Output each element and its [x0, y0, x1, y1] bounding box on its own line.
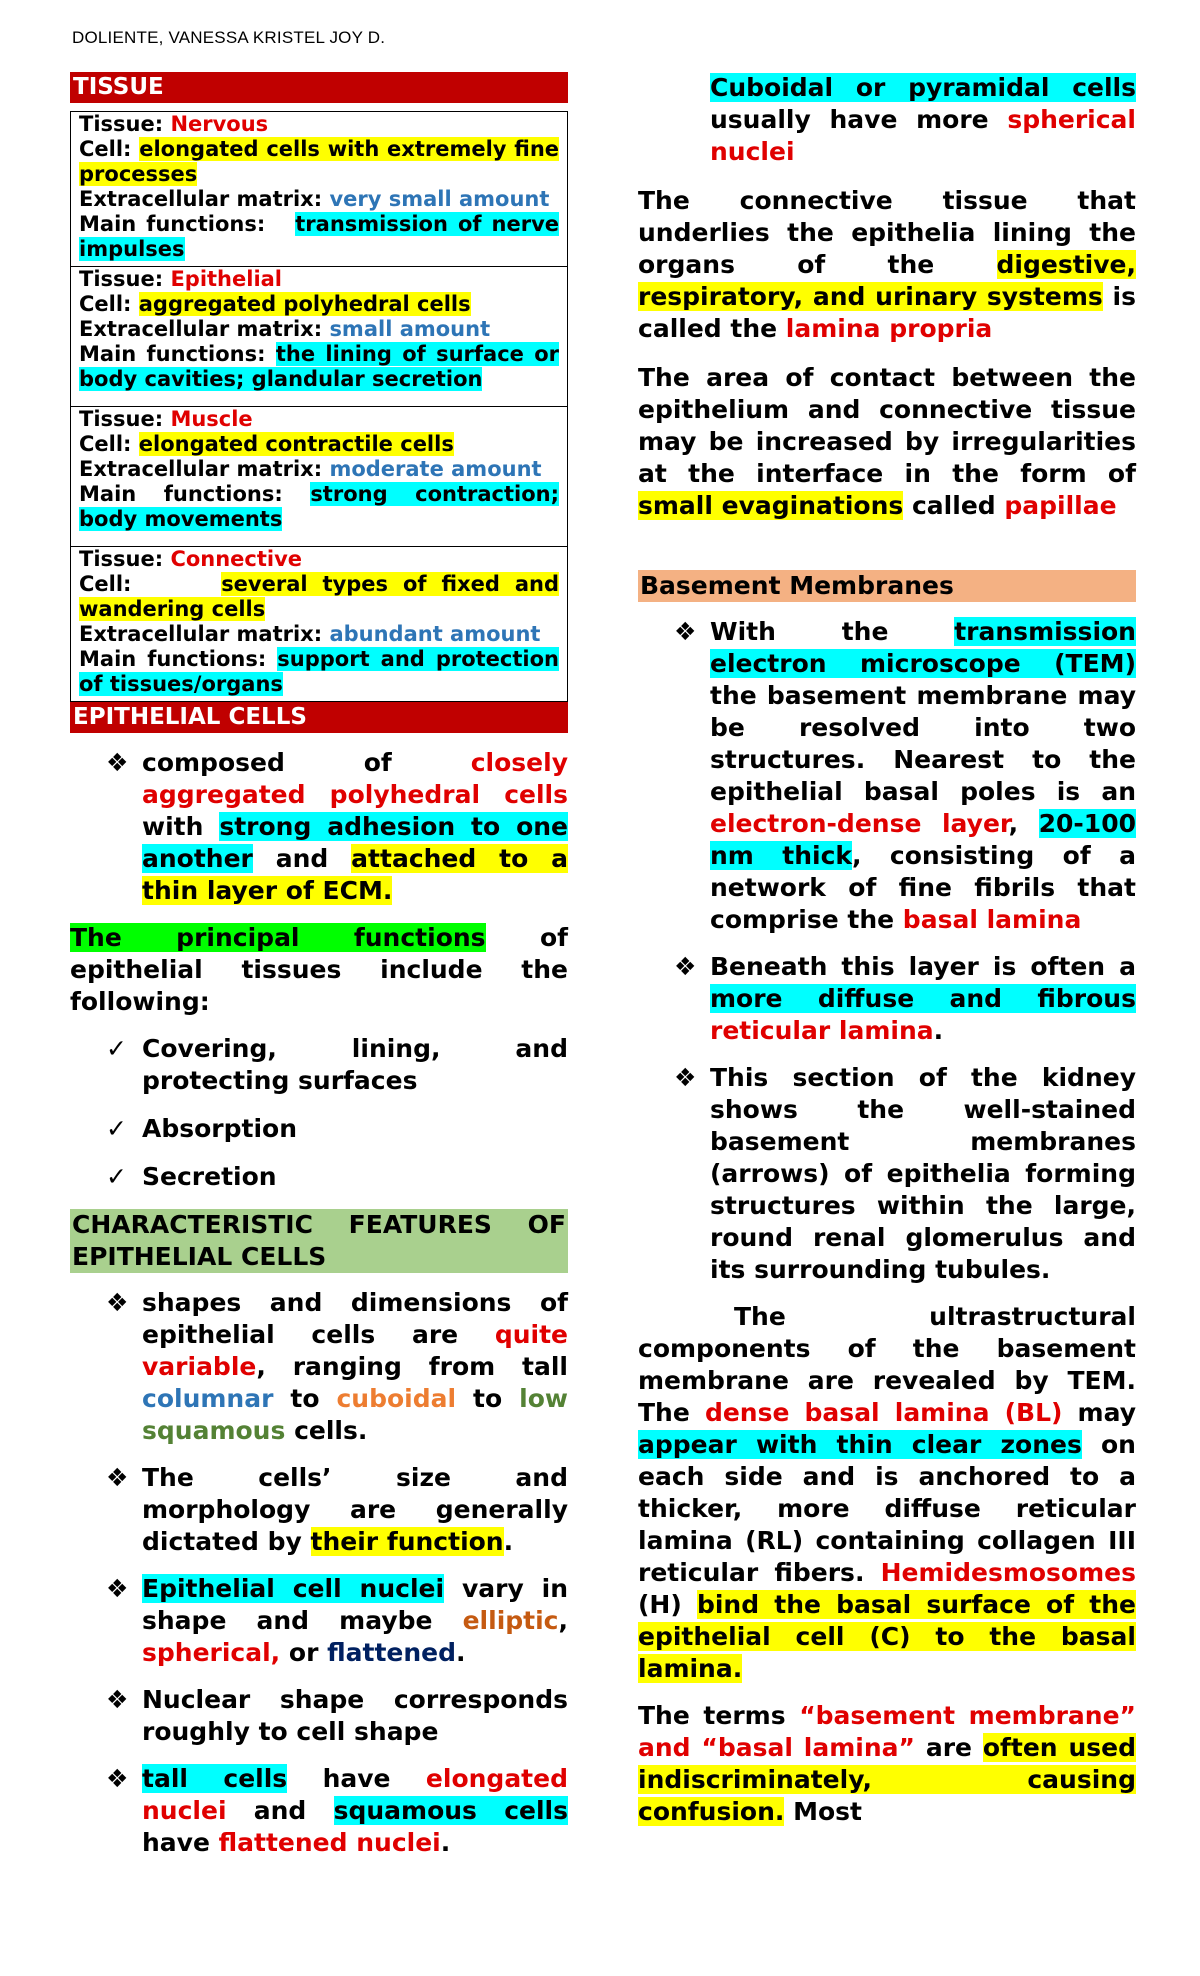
cell-value: several types of fixed and wandering cells	[79, 572, 560, 621]
cell-label: Cell:	[79, 137, 132, 161]
text: columnar	[142, 1384, 274, 1413]
list-item	[70, 1684, 568, 1748]
text: elongated nuclei	[142, 1764, 568, 1825]
text: The terms	[638, 1701, 800, 1730]
text: squamous cells	[333, 1796, 568, 1825]
functions-value: strong contraction; body movements	[79, 482, 560, 531]
text: appear with thin clear zones	[638, 1430, 1082, 1459]
ecm-value: moderate amount	[329, 457, 542, 481]
text: reticular lamina	[710, 1016, 934, 1045]
tissue-table	[70, 111, 568, 702]
tissue-row-connective	[71, 546, 567, 701]
text: and	[226, 1796, 334, 1825]
text: Cuboidal or pyramidal cells	[710, 73, 1136, 102]
list-item	[638, 616, 1136, 936]
text: Absorption	[142, 1114, 298, 1143]
text: electron-dense layer	[710, 809, 1009, 838]
text: ,	[558, 1606, 568, 1635]
characteristics-heading: CHARACTERISTIC FEATURES OF EPITHELIAL CELLS	[72, 1210, 566, 1271]
tissue-name: Nervous	[170, 112, 269, 136]
check-icon: ✓	[106, 1114, 127, 1143]
list-item	[70, 1462, 568, 1558]
check-icon: ✓	[106, 1162, 127, 1191]
cell-label: Cell:	[79, 292, 132, 316]
text: Nuclear shape corresponds roughly to cell shape	[142, 1685, 568, 1746]
epithelial-heading: EPITHELIAL CELLS	[70, 702, 568, 733]
cell-label: Cell:	[79, 432, 132, 456]
diamond-bullet-icon: ❖	[106, 1463, 129, 1492]
text: The area of contact between the epithelium and connective tissue may be increased by irregularities at the interface in the form of	[638, 363, 1136, 488]
text: digestive, respiratory, and urinary systems	[638, 250, 1136, 311]
text: usually have more	[710, 105, 1008, 134]
text: small evaginations	[638, 491, 904, 520]
right-column	[638, 72, 1136, 1843]
text: This section of the kidney shows the well-stained basement membranes (arrows) of epithelia forming structures within the large, round renal glomerulus and its surrounding tubules.	[710, 1063, 1136, 1284]
tissue-label: Tissue:	[79, 112, 164, 136]
ecm-label: Extracellular matrix:	[79, 187, 323, 211]
cell-value: aggregated polyhedral cells	[138, 292, 471, 316]
terms-paragraph	[638, 1700, 1136, 1828]
list-item	[70, 1573, 568, 1669]
text: papillae	[1004, 491, 1117, 520]
tissue-label: Tissue:	[79, 407, 164, 431]
text: , consisting of a network of fine fibrils that comprise the	[710, 841, 1136, 934]
text: The ultrastructural components of the basement membrane are revealed by TEM. The	[638, 1302, 1136, 1427]
continued-bullet	[638, 72, 1136, 168]
epithelial-bullets	[70, 747, 568, 907]
diamond-bullet-icon: ❖	[106, 1685, 129, 1714]
text: more diffuse and fibrous	[710, 984, 1136, 1013]
text: bind the basal surface of the epithelial cell (C) to the basal lamina.	[638, 1590, 1136, 1683]
diamond-bullet-icon: ❖	[674, 952, 697, 981]
text: The principal functions	[70, 923, 486, 952]
lamina-propria-paragraph	[638, 185, 1136, 345]
author-name: DOLIENTE, VANESSA KRISTEL JOY D.	[72, 28, 386, 47]
text: is called the	[638, 282, 1137, 343]
text: to	[273, 1384, 337, 1413]
list-item	[70, 1113, 568, 1145]
ecm-label: Extracellular matrix:	[79, 457, 323, 481]
basement-bullets	[638, 616, 1136, 1286]
tissue-name: Muscle	[170, 407, 253, 431]
tissue-row-nervous	[71, 112, 567, 266]
list-item	[70, 1033, 568, 1097]
ecm-value: abundant amount	[329, 622, 541, 646]
functions-label: Main functions:	[79, 647, 267, 671]
text: cells.	[285, 1416, 368, 1445]
ecm-label: Extracellular matrix:	[79, 317, 323, 341]
text: quite variable	[142, 1320, 568, 1381]
text: or	[280, 1638, 328, 1667]
papillae-paragraph	[638, 362, 1136, 522]
text: The connective tissue that underlies the epithelia lining the organs of the	[638, 186, 1136, 279]
text: lamina propria	[785, 314, 993, 343]
text: low squamous	[142, 1384, 568, 1445]
diamond-bullet-icon: ❖	[674, 617, 697, 646]
text: and	[252, 844, 352, 873]
list-item	[70, 1161, 568, 1193]
text: attached to a thin layer of ECM.	[142, 844, 568, 905]
text: elliptic	[462, 1606, 559, 1635]
text: “basement membrane” and “basal lamina”	[638, 1701, 1136, 1762]
text: cuboidal	[336, 1384, 457, 1413]
text: transmission electron microscope (TEM)	[710, 617, 1136, 678]
ecm-value: very small amount	[329, 187, 550, 211]
check-icon: ✓	[106, 1034, 127, 1063]
text: .	[503, 1527, 514, 1556]
text: composed of	[142, 748, 471, 777]
tissue-row-epithelial	[71, 266, 567, 406]
diamond-bullet-icon: ❖	[106, 1288, 129, 1317]
diamond-bullet-icon: ❖	[106, 1574, 129, 1603]
basement-membranes-heading: Basement Membranes	[638, 570, 1136, 602]
functions-value: transmission of nerve impulses	[79, 212, 559, 261]
characteristics-bullets	[70, 1287, 568, 1859]
tissue-label: Tissue:	[79, 267, 164, 291]
text: may	[1062, 1398, 1137, 1427]
text: have	[287, 1764, 426, 1793]
text: closely aggregated polyhedral cells	[142, 748, 568, 809]
text: .	[440, 1828, 451, 1857]
text: are	[914, 1733, 983, 1762]
text: 20-100 nm thick	[710, 809, 1136, 870]
text: the basement membrane may be resolved into two structures. Nearest to the epithelial basal poles is an	[710, 681, 1136, 806]
functions-value: support and protection of tissues/organs	[79, 647, 559, 696]
text: .	[456, 1638, 466, 1667]
text: Secretion	[142, 1162, 277, 1191]
list-item	[70, 1763, 568, 1859]
text: .	[933, 1016, 944, 1045]
list-item	[638, 72, 1136, 168]
text: basal lamina	[902, 905, 1082, 934]
tissue-label: Tissue:	[79, 547, 164, 571]
text: flattened	[327, 1638, 457, 1667]
diamond-bullet-icon: ❖	[106, 748, 129, 777]
functions-value: the lining of surface or body cavities; glandular secretion	[79, 342, 559, 391]
ecm-label: Extracellular matrix:	[79, 622, 323, 646]
functions-list	[70, 1033, 568, 1193]
tissue-heading: TISSUE	[70, 72, 568, 103]
text: The cells’ size and morphology are generally dictated by	[142, 1463, 568, 1556]
text: With the	[710, 617, 955, 646]
text: on each side and is anchored to a thicker, more diffuse reticular lamina (RL) containing collagen III reticular fibers.	[638, 1430, 1136, 1587]
text: have	[142, 1828, 219, 1857]
tissue-row-muscle	[71, 406, 567, 546]
text: , ranging from tall	[256, 1352, 568, 1381]
tissue-name: Connective	[170, 547, 303, 571]
text: dense basal lamina (BL)	[704, 1398, 1063, 1427]
text: often used indiscriminately, causing confusion.	[638, 1733, 1136, 1826]
text: shapes and dimensions of epithelial cells are	[142, 1288, 568, 1349]
text: Covering, lining, and protecting surfaces	[142, 1034, 568, 1095]
text: strong adhesion to one another	[142, 812, 568, 873]
list-item	[638, 951, 1136, 1047]
text: ,	[1008, 809, 1039, 838]
text: tall cells	[142, 1764, 288, 1793]
text: to	[456, 1384, 520, 1413]
text: with	[142, 812, 220, 841]
text: of epithelial tissues include the following:	[70, 923, 568, 1016]
diamond-bullet-icon: ❖	[106, 1764, 129, 1793]
ecm-value: small amount	[329, 317, 491, 341]
cell-label: Cell:	[79, 572, 132, 596]
functions-label: Main functions:	[79, 482, 283, 506]
tissue-name: Epithelial	[170, 267, 283, 291]
cell-value: elongated cells with extremely fine processes	[79, 137, 560, 186]
text: flattened nuclei	[218, 1828, 441, 1857]
text: vary in shape and maybe	[142, 1574, 568, 1635]
left-column	[70, 72, 568, 1874]
principal-functions-paragraph	[70, 922, 568, 1018]
diamond-bullet-icon: ❖	[674, 1063, 697, 1092]
text: spherical,	[142, 1638, 281, 1667]
text: Most	[784, 1797, 862, 1826]
functions-label: Main functions:	[79, 342, 266, 366]
text: Hemidesmosomes	[880, 1558, 1136, 1587]
cell-value: elongated contractile cells	[138, 432, 454, 456]
list-item	[70, 1287, 568, 1447]
list-item	[70, 747, 568, 907]
ultrastructure-paragraph	[638, 1301, 1136, 1685]
functions-label: Main functions:	[79, 212, 266, 236]
text: Epithelial cell nuclei	[142, 1574, 445, 1603]
text: (H)	[638, 1590, 697, 1619]
list-item	[638, 1062, 1136, 1286]
text: called	[903, 491, 1005, 520]
text: Beneath this layer is often a	[710, 952, 1136, 981]
text: spherical nuclei	[710, 105, 1136, 166]
text: their function	[310, 1527, 504, 1556]
